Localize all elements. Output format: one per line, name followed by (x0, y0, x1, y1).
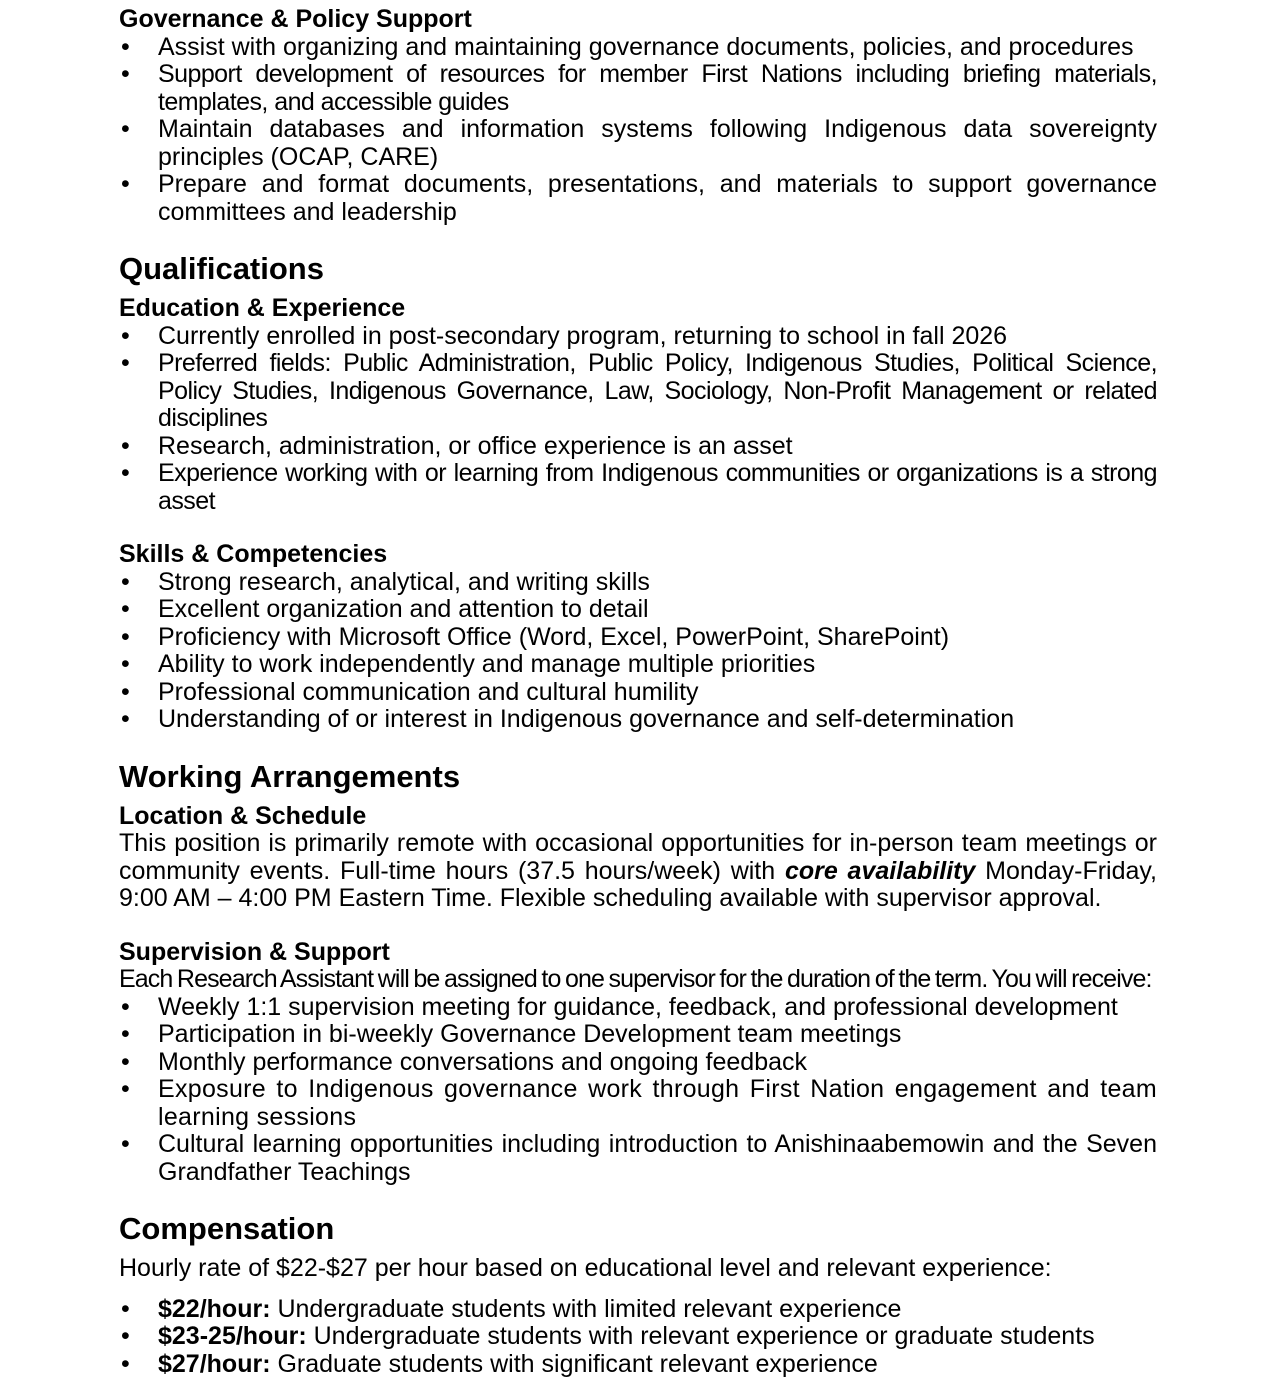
core-availability-emphasis: core availability (785, 857, 975, 885)
governance-policy-support-heading: Governance & Policy Support (119, 6, 1157, 34)
location-text-after: Monday-Friday, 9:00 AM – 4:00 PM Eastern Time. Flexible scheduling available with supervisor approval. (119, 857, 1157, 913)
section-qualifications (119, 252, 1157, 734)
bullet-item: • Assist with organizing and maintaining governance documents, policies, and procedures (119, 34, 1157, 62)
supervision-support-heading: Supervision & Support (119, 939, 1157, 967)
education-experience-heading: Education & Experience (119, 295, 1157, 323)
bullet-item: • Currently enrolled in post-secondary program, returning to school in fall 2026 (119, 323, 1157, 351)
bullet-item: • Understanding of or interest in Indigenous governance and self-determination (119, 706, 1157, 734)
governance-policy-support-list (119, 34, 1157, 227)
bullet-item: • Experience working with or learning from Indigenous communities or organizations is a strong asset (119, 460, 1157, 515)
bullet-item: • Cultural learning opportunities including introduction to Anishinaabemowin and the Seven Grandfather Teachings (119, 1131, 1157, 1186)
location-schedule-heading: Location & Schedule (119, 803, 1157, 831)
working-arrangements-heading: Working Arrangements (119, 760, 1157, 794)
rate-term: $27/hour: (158, 1350, 271, 1378)
supervision-support-intro: Each Research Assistant will be assigned to one supervisor for the duration of the term. You will receive: (119, 966, 1157, 994)
rate-description: Graduate students with significant relevant experience (271, 1350, 878, 1378)
section-compensation (119, 1212, 1157, 1378)
bullet-item: • Professional communication and cultural humility (119, 679, 1157, 707)
supervision-support-list (119, 994, 1157, 1187)
skills-competencies-heading: Skills & Competencies (119, 541, 1157, 569)
rate-item (119, 1323, 1157, 1351)
rate-term: $23-25/hour: (158, 1322, 307, 1350)
bullet-item: • Preferred fields: Public Administration, Public Policy, Indigenous Studies, Political Science, Policy Studies, Indigenous Governance, Law, Sociology, Non-Profit Management or related disciplines (119, 350, 1157, 433)
location-schedule-paragraph (119, 830, 1157, 913)
bullet-item: • Monthly performance conversations and ongoing feedback (119, 1049, 1157, 1077)
compensation-heading: Compensation (119, 1212, 1157, 1246)
rate-description: Undergraduate students with limited relevant experience (271, 1295, 902, 1323)
bullet-item: • Maintain databases and information systems following Indigenous data sovereignty principles (OCAP, CARE) (119, 116, 1157, 171)
rate-description: Undergraduate students with relevant experience or graduate students (307, 1322, 1095, 1350)
education-experience-list (119, 323, 1157, 516)
skills-competencies-list (119, 569, 1157, 734)
bullet-item: • Prepare and format documents, presentations, and materials to support governance committees and leadership (119, 171, 1157, 226)
compensation-rates-list (119, 1296, 1157, 1378)
bullet-item: • Ability to work independently and manage multiple priorities (119, 651, 1157, 679)
bullet-item: • Participation in bi-weekly Governance Development team meetings (119, 1021, 1157, 1049)
rate-item (119, 1296, 1157, 1324)
bullet-item: • Exposure to Indigenous governance work through First Nation engagement and team learning sessions (119, 1076, 1157, 1131)
bullet-item: • Support development of resources for member First Nations including briefing materials, templates, and accessible guides (119, 61, 1157, 116)
bullet-item: • Strong research, analytical, and writing skills (119, 569, 1157, 597)
compensation-intro: Hourly rate of $22-$27 per hour based on educational level and relevant experience: (119, 1255, 1157, 1283)
section-working-arrangements (119, 760, 1157, 1187)
qualifications-heading: Qualifications (119, 252, 1157, 286)
location-text-before: This position is primarily remote with occasional opportunities for in-person team meetings or community events. Full-time hours (37.5 hours/week) with (119, 829, 1157, 885)
bullet-item: • Proficiency with Microsoft Office (Word, Excel, PowerPoint, SharePoint) (119, 624, 1157, 652)
bullet-item: • Weekly 1:1 supervision meeting for guidance, feedback, and professional development (119, 994, 1157, 1022)
rate-term: $22/hour: (158, 1295, 271, 1323)
section-governance-policy-support (119, 6, 1157, 226)
rate-item (119, 1351, 1157, 1378)
bullet-item: • Excellent organization and attention to detail (119, 596, 1157, 624)
bullet-item: • Research, administration, or office experience is an asset (119, 433, 1157, 461)
